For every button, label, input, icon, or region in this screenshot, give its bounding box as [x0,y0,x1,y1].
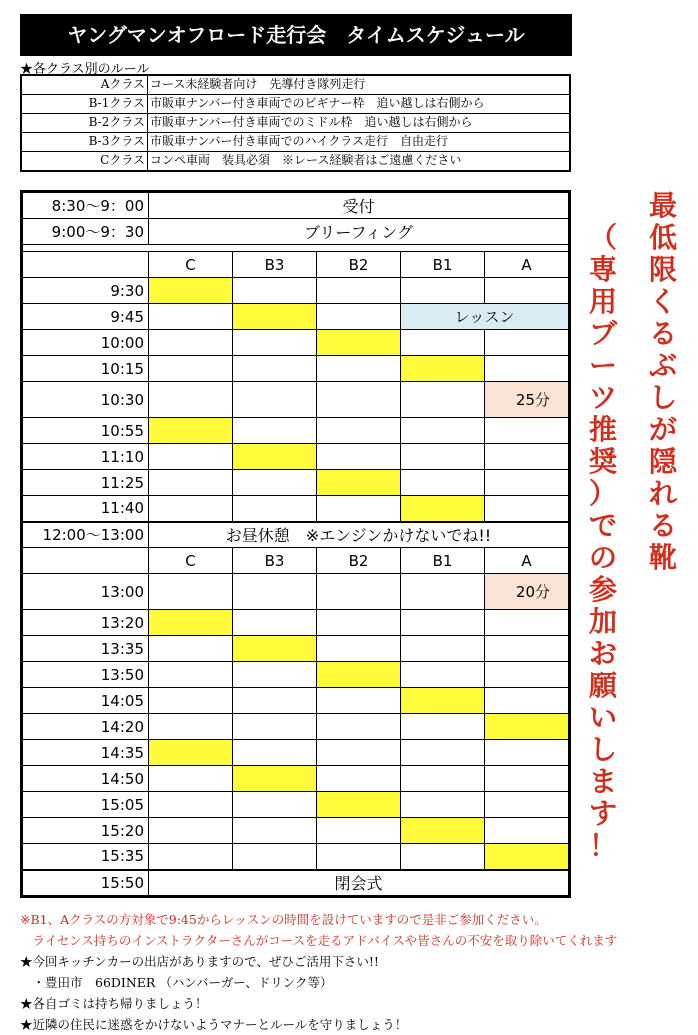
slot-cell-active [401,818,485,844]
time-cell: 10:30 [23,382,149,418]
side-note-char: の [588,541,617,574]
page-title: ヤングマンオフロード走行会 タイムスケジュール [20,14,572,56]
class-header: A [485,548,569,574]
time-cell: 14:50 [23,766,149,792]
slot-cell-active [401,688,485,714]
time-cell: 15:35 [23,844,149,870]
time-cell: 11:25 [23,470,149,496]
slot-row [23,766,569,792]
side-note-char: が [648,413,677,446]
spacer-row [23,245,569,252]
side-note-char: す [588,797,617,830]
side-note-char: 願 [588,669,617,702]
slot-row [23,844,569,870]
schedule-table [20,190,571,898]
closing-row [23,870,569,896]
time-cell: 14:05 [23,688,149,714]
rules-row-a [22,76,569,95]
footer-notes [20,909,698,1035]
slot-cell-active [149,418,233,444]
rules-heading: ★各クラス別のルール [20,62,150,77]
minutes-cell: 25分 [485,382,569,418]
slot-row [23,278,569,304]
kitchen-car-note: ★今回キッチンカーの出店がありますので、ぜひご活用下さい!! [20,954,379,969]
class-header: B2 [317,252,401,278]
time-cell: 13:50 [23,662,149,688]
side-note-char: 最 [648,189,677,222]
slot-row [23,330,569,356]
lunch-label: お昼休憩 ※エンジンかけないでね!! [149,522,569,548]
kitchen-car-detail: ・豊田市 66DINER （ハンバーガー、ドリンク等） [20,975,333,990]
slot-row [23,610,569,636]
class-header: B1 [401,548,485,574]
briefing-row [23,219,569,245]
closing-label: 閉会式 [149,870,569,896]
time-cell: 10:00 [23,330,149,356]
slot-row [23,636,569,662]
slot-row [23,740,569,766]
slot-cell-active [233,444,317,470]
slot-row [23,714,569,740]
side-note-char: で [588,509,617,542]
slot-row [23,688,569,714]
class-header: B3 [233,548,317,574]
time-cell: 10:55 [23,418,149,444]
slot-row [23,470,569,496]
lesson-cell: レッスン [401,304,569,330]
lesson-note-detail: ライセンス持ちのインストラクターさんがコースを走るアドバイスや皆さんの不安を取り除いてくれます [20,933,618,948]
side-note-char: ブ [588,317,617,350]
slot-cell-active [233,766,317,792]
rule-class: Aクラス [22,76,148,94]
side-note-char: し [588,733,617,766]
side-note-char: ま [588,765,617,798]
side-note-char: い [588,701,617,734]
class-header: C [149,252,233,278]
side-note-char: 専 [588,253,617,286]
side-note-char: 参 [588,573,617,606]
side-note-char: 奨 [588,445,617,478]
slot-cell-active [401,496,485,522]
minutes-cell: 20分 [485,574,569,610]
slot-row [23,496,569,522]
trash-note: ★各自ゴミは持ち帰りましょう！ [20,996,208,1011]
time-cell: 13:20 [23,610,149,636]
slot-cell-active [317,330,401,356]
rule-class: B-3クラス [22,133,148,151]
slot-row [23,574,569,610]
time-cell: 8:30～9：00 [23,193,149,219]
reception-label: 受付 [149,193,569,219]
side-note-char: ツ [588,381,617,414]
slot-cell-active [317,792,401,818]
side-note-char: る [648,509,677,542]
side-note-char: ！ [588,829,617,862]
time-cell: 15:20 [23,818,149,844]
rule-class: B-2クラス [22,114,148,132]
time-cell: 15:05 [23,792,149,818]
class-header: B2 [317,548,401,574]
rule-desc: コンペ車両 装具必須 ※レース経験者はご遠慮ください [150,153,462,167]
time-cell: 14:20 [23,714,149,740]
class-header: C [149,548,233,574]
side-note-char: 加 [588,605,617,638]
rules-table [20,74,571,172]
slot-cell-active [233,636,317,662]
slot-row [23,418,569,444]
rules-row-b1 [22,95,569,114]
time-cell: 9:30 [23,278,149,304]
side-note-char: 低 [648,221,677,254]
time-cell: 11:10 [23,444,149,470]
slot-cell-active [317,470,401,496]
rule-desc: 市販車ナンバー付き車両でのミドル枠 追い越しは右側から [150,115,473,129]
rules-row-b3 [22,133,569,152]
slot-cell-active [149,278,233,304]
side-note-char: （ [588,221,617,254]
time-cell: 14:35 [23,740,149,766]
class-header-row [23,548,569,574]
time-cell: 10:15 [23,356,149,382]
side-note-right [646,190,680,574]
class-header: B3 [233,252,317,278]
rule-desc: 市販車ナンバー付き車両でのハイクラス走行 自由走行 [150,134,448,148]
side-note-char: 限 [648,253,677,286]
time-cell: 9:00～9：30 [23,219,149,245]
slot-row [23,382,569,418]
side-note-char: 隠 [648,445,677,478]
slot-cell-active [149,740,233,766]
slot-row [23,662,569,688]
rule-desc: 市販車ナンバー付き車両でのビギナー枠 追い越しは右側から [150,96,485,110]
rule-class: Cクラス [22,152,148,170]
time-cell: 15:50 [23,870,149,896]
slot-cell-active [401,356,485,382]
side-note-char: ー [588,349,617,382]
rules-row-c [22,152,569,170]
slot-row [23,356,569,382]
slot-cell-active [485,844,569,870]
side-note-left [586,222,620,862]
slot-row [23,304,569,330]
slot-cell-active [149,610,233,636]
time-cell: 9:45 [23,304,149,330]
slot-row [23,818,569,844]
side-note-char: 用 [588,285,617,318]
time-cell: 13:00 [23,574,149,610]
reception-row [23,193,569,219]
slot-cell-active [317,662,401,688]
side-note-char: る [648,317,677,350]
slot-row [23,792,569,818]
side-note-char: 靴 [648,541,677,574]
side-note-char: く [648,285,677,318]
slot-cell-active [485,714,569,740]
rules-row-b2 [22,114,569,133]
slot-cell-active [233,304,317,330]
rule-desc: コース未経験者向け 先導付き隊列走行 [150,77,366,91]
side-note-char: し [648,381,677,414]
side-note-char: ぶ [648,349,677,382]
time-cell: 13:35 [23,636,149,662]
time-cell: 12:00～13:00 [23,522,149,548]
time-cell: 11:40 [23,496,149,522]
side-note-char: お [588,637,617,670]
lesson-note: ※B1、Aクラスの方対象で9:45からレッスンの時間を設けていますので是非ご参加ください。 [20,912,547,927]
class-header: A [485,252,569,278]
side-note-char: れ [648,477,677,510]
class-header-row [23,252,569,278]
side-note-char: ） [588,477,617,510]
manners-note: ★近隣の住民に迷惑をかけないようマナーとルールを守りましょう！ [20,1017,408,1032]
class-header: B1 [401,252,485,278]
side-note-char: 推 [588,413,617,446]
rule-class: B-1クラス [22,95,148,113]
slot-row [23,444,569,470]
lunch-row [23,522,569,548]
briefing-label: ブリーフィング [149,219,569,245]
